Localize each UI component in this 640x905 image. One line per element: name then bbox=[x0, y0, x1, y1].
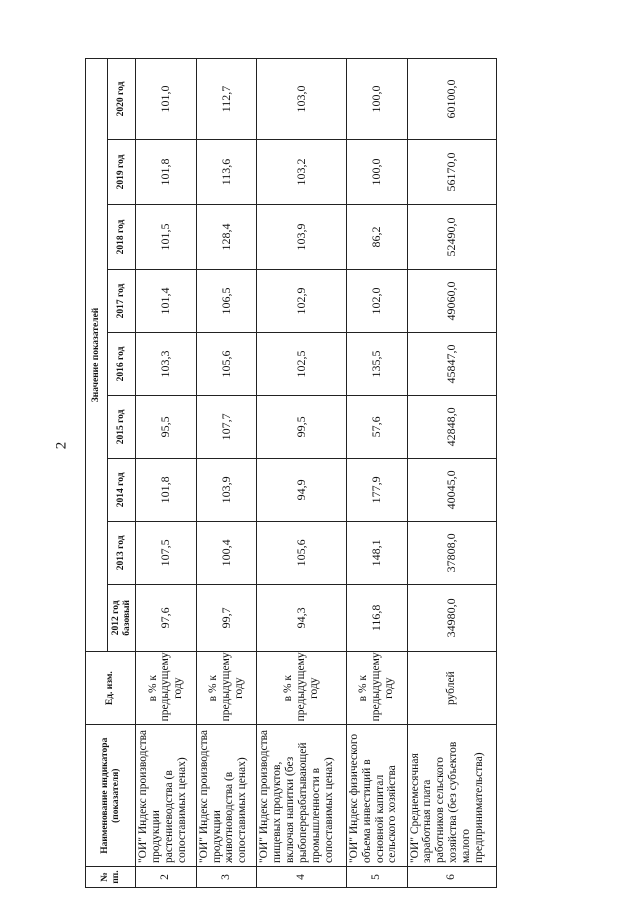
value-cell: 105,6 bbox=[257, 521, 346, 584]
value-cell: 100,0 bbox=[346, 59, 407, 140]
table-row bbox=[257, 59, 346, 888]
value-cell: 52490,0 bbox=[407, 204, 496, 269]
value-cell: 99,7 bbox=[196, 584, 257, 651]
value-cell: 101,8 bbox=[136, 458, 197, 521]
header-year: 2018 год bbox=[108, 204, 136, 269]
value-cell: 49060,0 bbox=[407, 270, 496, 333]
table-row bbox=[346, 59, 407, 888]
value-cell: 94,3 bbox=[257, 584, 346, 651]
value-cell: 100,4 bbox=[196, 521, 257, 584]
value-cell: 113,6 bbox=[196, 139, 257, 204]
value-cell: 101,5 bbox=[136, 204, 197, 269]
indicator-name: "ОИ" Среднемесячная заработная плата работников сельского хозяйства (без субъектов малого предпринимательства) bbox=[407, 725, 496, 867]
value-cell: 101,4 bbox=[136, 270, 197, 333]
value-cell: 34980,0 bbox=[407, 584, 496, 651]
header-year: 2020 год bbox=[108, 59, 136, 140]
row-number: 4 bbox=[257, 867, 346, 888]
unit-cell: рублей bbox=[407, 651, 496, 724]
rotated-table-container bbox=[85, 58, 497, 888]
unit-cell: в % к предыдущему году bbox=[346, 651, 407, 724]
table-row bbox=[407, 59, 496, 888]
header-name: Наименование индикатора (показателя) bbox=[86, 725, 136, 867]
row-number: 3 bbox=[196, 867, 257, 888]
header-year: 2017 год bbox=[108, 270, 136, 333]
value-cell: 100,0 bbox=[346, 139, 407, 204]
value-cell: 103,3 bbox=[136, 332, 197, 395]
table-row bbox=[136, 59, 197, 888]
header-no: № пп. bbox=[86, 867, 136, 888]
value-cell: 102,9 bbox=[257, 270, 346, 333]
value-cell: 177,9 bbox=[346, 458, 407, 521]
value-cell: 116,8 bbox=[346, 584, 407, 651]
header-year: 2019 год bbox=[108, 139, 136, 204]
value-cell: 86,2 bbox=[346, 204, 407, 269]
value-cell: 103,9 bbox=[196, 458, 257, 521]
unit-cell: в % к предыдущему году bbox=[196, 651, 257, 724]
value-cell: 94,9 bbox=[257, 458, 346, 521]
indicator-name: "ОИ" Индекс производства продукции растениеводства (в сопоставимых ценах) bbox=[136, 725, 197, 867]
value-cell: 103,9 bbox=[257, 204, 346, 269]
value-cell: 97,6 bbox=[136, 584, 197, 651]
header-year: 2012 год базовый bbox=[108, 584, 136, 651]
unit-cell: в % к предыдущему году bbox=[136, 651, 197, 724]
value-cell: 45847,0 bbox=[407, 332, 496, 395]
value-cell: 99,5 bbox=[257, 395, 346, 458]
value-cell: 56170,0 bbox=[407, 139, 496, 204]
row-number: 2 bbox=[136, 867, 197, 888]
value-cell: 95,5 bbox=[136, 395, 197, 458]
value-cell: 128,4 bbox=[196, 204, 257, 269]
value-cell: 57,6 bbox=[346, 395, 407, 458]
value-cell: 37808,0 bbox=[407, 521, 496, 584]
value-cell: 135,5 bbox=[346, 332, 407, 395]
indicator-name: "ОИ" Индекс физического объема инвестиций в основной капитал сельского хозяйства bbox=[346, 725, 407, 867]
value-cell: 101,8 bbox=[136, 139, 197, 204]
unit-cell: в % к предыдущему году bbox=[257, 651, 346, 724]
value-cell: 106,5 bbox=[196, 270, 257, 333]
indicator-name: "ОИ" Индекс производства пищевых продуктов, включая напитки (без рыбоперерабатывающей промышленности в сопоставимых ценах) bbox=[257, 725, 346, 867]
value-cell: 101,0 bbox=[136, 59, 197, 140]
table-row bbox=[196, 59, 257, 888]
value-cell: 103,0 bbox=[257, 59, 346, 140]
value-cell: 103,2 bbox=[257, 139, 346, 204]
value-cell: 105,6 bbox=[196, 332, 257, 395]
row-number: 6 bbox=[407, 867, 496, 888]
header-year: 2016 год bbox=[108, 332, 136, 395]
header-unit: Ед. изм. bbox=[86, 651, 136, 724]
value-cell: 107,5 bbox=[136, 521, 197, 584]
indicators-table bbox=[85, 58, 497, 888]
value-cell: 112,7 bbox=[196, 59, 257, 140]
indicator-name: "ОИ" Индекс производства продукции животноводства (в сопоставимых ценах) bbox=[196, 725, 257, 867]
header-values-group: Значение показателей bbox=[86, 59, 108, 652]
page-number: 2 bbox=[53, 441, 70, 450]
value-cell: 107,7 bbox=[196, 395, 257, 458]
value-cell: 60100,0 bbox=[407, 59, 496, 140]
header-year: 2014 год bbox=[108, 458, 136, 521]
value-cell: 102,5 bbox=[257, 332, 346, 395]
header-year: 2013 год bbox=[108, 521, 136, 584]
row-number: 5 bbox=[346, 867, 407, 888]
value-cell: 102,0 bbox=[346, 270, 407, 333]
value-cell: 42848,0 bbox=[407, 395, 496, 458]
header-year: 2015 год bbox=[108, 395, 136, 458]
value-cell: 40045,0 bbox=[407, 458, 496, 521]
value-cell: 148,1 bbox=[346, 521, 407, 584]
